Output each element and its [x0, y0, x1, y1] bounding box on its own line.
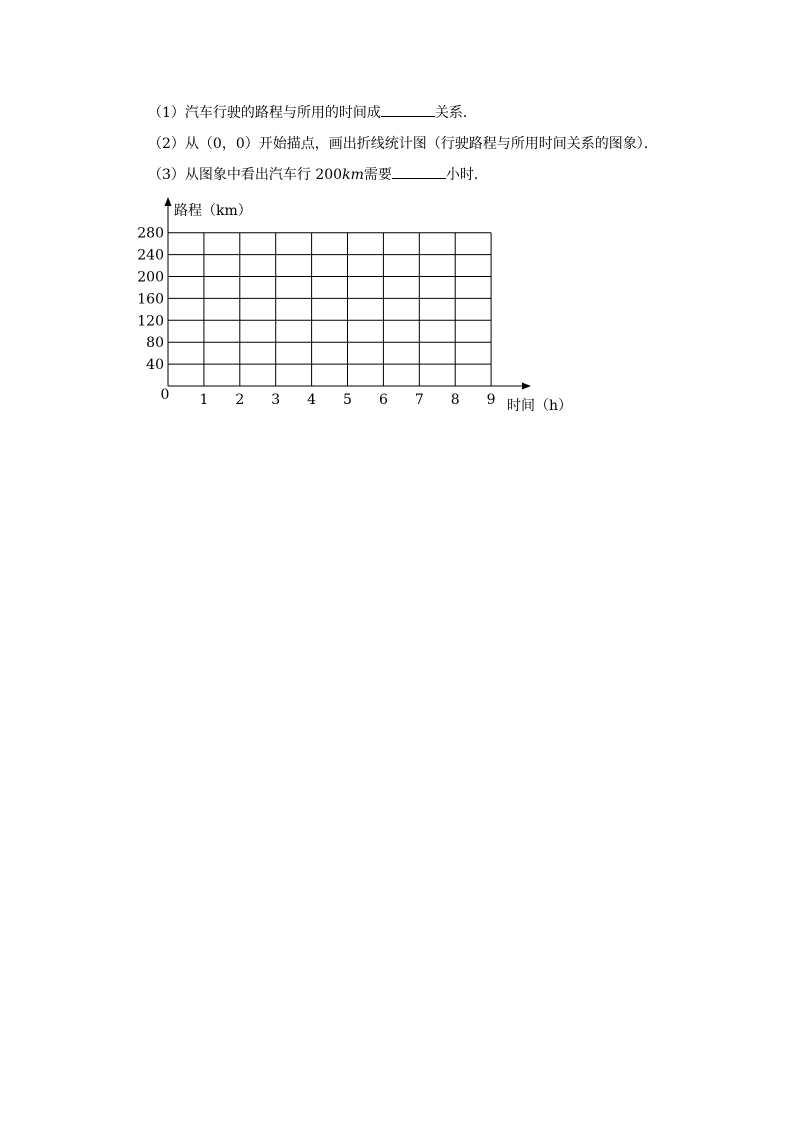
question-3-suffix: 小时． [445, 167, 488, 183]
x-tick-label: 8 [450, 392, 460, 408]
question-3-unit: km [342, 167, 364, 183]
x-tick-label: 1 [199, 392, 209, 408]
distance-time-chart [0, 0, 794, 440]
chart-grid [168, 233, 491, 386]
question-2-text: （2）从（0，0）开始描点，画出折线统计图（行驶路程与所用时间关系的图象）． [148, 136, 658, 152]
x-axis-label: 时间（h） [507, 398, 573, 414]
x-tick-label: 2 [235, 392, 245, 408]
x-axis-arrow-icon [522, 383, 531, 390]
x-tick-label: 4 [307, 392, 317, 408]
y-tick-label: 80 [146, 335, 164, 352]
chart-tick-labels [137, 226, 495, 408]
y-axis-arrow-icon [165, 197, 172, 206]
x-tick-label: 0 [160, 387, 170, 403]
y-tick-label: 280 [137, 225, 164, 242]
x-tick-label: 9 [486, 392, 496, 408]
x-tick-label: 3 [271, 392, 281, 408]
y-tick-label: 200 [137, 269, 164, 286]
x-tick-label: 7 [414, 392, 424, 408]
x-tick-label: 6 [378, 392, 388, 408]
y-tick-label: 160 [137, 291, 164, 308]
question-3-text: （3）从图象中看出汽车行 200 [148, 167, 343, 183]
question-1-suffix: 关系． [434, 105, 477, 121]
question-3-middle: 需要 [363, 167, 392, 183]
y-axis-label: 路程（km） [174, 203, 252, 219]
y-tick-label: 40 [146, 357, 164, 374]
x-tick-label: 5 [343, 392, 352, 408]
y-tick-label: 240 [137, 247, 164, 264]
y-tick-label: 120 [137, 313, 164, 330]
question-1-text: （1）汽车行驶的路程与所用的时间成 [148, 105, 381, 121]
